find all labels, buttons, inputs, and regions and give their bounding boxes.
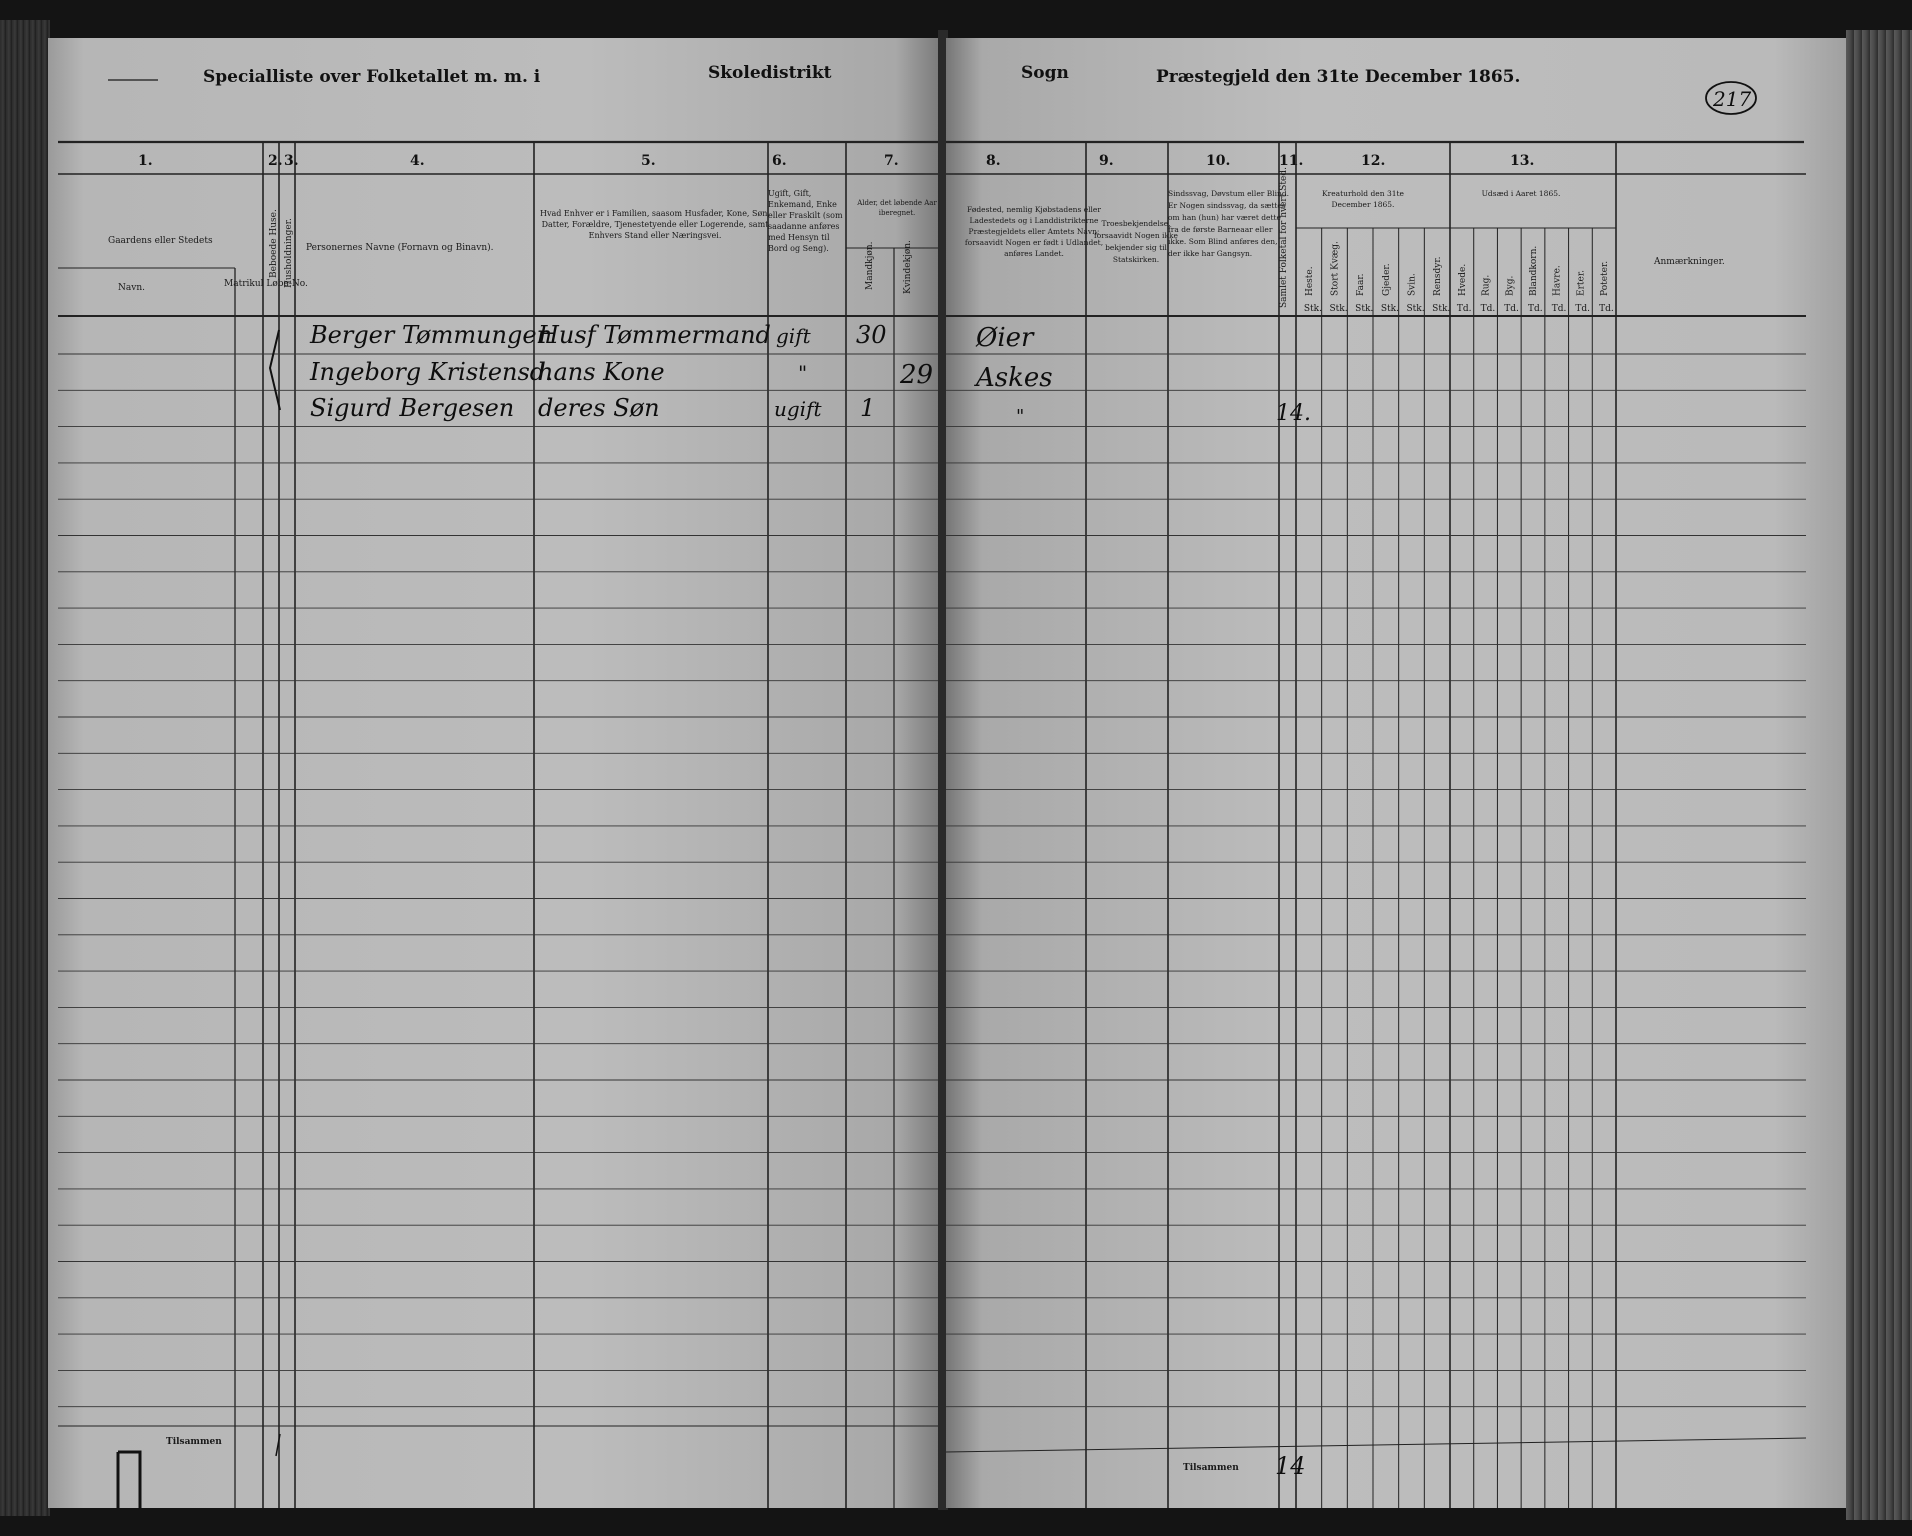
udsaed-sub-3: Blandkorn. [1529, 245, 1539, 296]
corner-tab [118, 1452, 140, 1508]
col-number-9: 9. [1099, 153, 1114, 169]
col-number-1: 1. [138, 153, 153, 169]
folketal-total: 14 [1275, 1452, 1306, 1480]
col1-navn: Navn. [118, 283, 145, 293]
entry-1-birthplace: Øier [976, 323, 1034, 353]
kreatur-sub-4: Svin. [1407, 273, 1418, 296]
entry-3-role: deres Søn [538, 394, 660, 422]
kreatur-unit-0: Stk. [1303, 304, 1322, 314]
kreatur-unit-2: Stk. [1355, 304, 1374, 314]
col-number-12: 12. [1361, 153, 1386, 169]
right-sogn: Sogn [1021, 63, 1069, 83]
col7-mandkjon: Mandkjøn. [865, 241, 875, 290]
col9-header: Troesbekjendelse, forsaavidt Nogen ikke bekjender sig til Statskirken. [1094, 219, 1178, 264]
entry-3-name: Sigurd Bergesen [310, 394, 515, 422]
remarks-header: Anmærkninger. [1654, 257, 1725, 267]
udsaed-sub-6: Poteter. [1600, 260, 1611, 296]
left-page-form [48, 38, 940, 1508]
entry-2-status: " [798, 361, 808, 385]
udsaed-sub-2: Byg. [1505, 275, 1516, 296]
kreatur-unit-4: Stk. [1406, 304, 1425, 314]
col13-header: Udsæd i Aaret 1865. [1481, 189, 1561, 198]
col-number-6: 6. [772, 153, 787, 169]
entry-1-name: Berger Tømmungen [310, 321, 553, 349]
udsaed-sub-1: Rug. [1481, 274, 1492, 296]
udsaed-unit-4: Td. [1551, 304, 1567, 314]
col3-header: Husholdninger. [284, 218, 294, 288]
col8-header: Fødested, nemlig Kjøbstadens eller Ladestedets og i Landdistrikterne Præstegjeldets eller Amtets Navn; forsaavidt Nogen er født i Udlandet, anføres Landet. [964, 205, 1104, 258]
col-number-4: 4. [410, 153, 425, 169]
col-number-13: 13. [1510, 153, 1535, 169]
udsaed-unit-1: Td. [1480, 304, 1496, 314]
udsaed-unit-5: Td. [1575, 304, 1591, 314]
entry-1-role: Husf Tømmermand [538, 321, 771, 349]
col-number-7: 7. [884, 153, 899, 169]
col1-header: Gaardens eller Stedets [108, 236, 213, 246]
udsaed-unit-0: Td. [1456, 304, 1472, 314]
right-page-form [946, 38, 1846, 1508]
left-total-label: Tilsammen [166, 1437, 222, 1447]
kreatur-sub-3: Gjeder. [1381, 263, 1392, 296]
col1-matrikul: Matrikul Løbe-No. [224, 279, 308, 289]
entry-2-birthplace: Askes [976, 363, 1053, 393]
entry-1-age-m: 30 [856, 321, 887, 349]
kreatur-unit-5: Stk. [1432, 304, 1451, 314]
entry-3-age-m: 1 [860, 394, 876, 422]
page-number: 217 [1713, 87, 1752, 111]
col6-header: Ugift, Gift, Enkemand, Enke eller Fraskilt (som saadanne anføres med Hensyn til Bord og Seng). [768, 189, 843, 253]
right-page [946, 38, 1846, 1508]
udsaed-sub-4: Havre. [1552, 265, 1563, 296]
udsaed-sub-5: Erter. [1576, 270, 1587, 296]
right-total-label: Tilsammen [1183, 1463, 1239, 1473]
udsaed-unit-2: Td. [1504, 304, 1519, 314]
col7-kvindekjon: Kvindekjøn. [903, 240, 913, 294]
col10-header: Sindssvag, Døvstum eller Blind. Er Nogen sindssvag, da sættes om han (hun) har været dette fra de første Barneaar eller ikke. Som Blind anføres den, der ikke har Gangsyn. [1168, 189, 1290, 258]
right-title: Præstegjeld den 31te December 1865. [1156, 67, 1521, 87]
entry-1-status: gift [776, 324, 811, 348]
col7-header: Alder, det løbende Aar iberegnet. [857, 199, 937, 217]
kreatur-sub-0: Heste. [1304, 266, 1315, 296]
col-number-3: 3. [284, 153, 299, 169]
udsaed-unit-3: Td. [1528, 304, 1543, 314]
col12-header: Kreaturhold den 31te December 1865. [1322, 189, 1404, 209]
col-number-5: 5. [641, 153, 656, 169]
left-title: Specialliste over Folketallet m. m. i [203, 67, 541, 87]
entry-3-birthplace: " [1016, 406, 1025, 427]
left-page [48, 38, 940, 1508]
col4-header: Personernes Navne (Fornavn og Binavn). [306, 243, 494, 253]
col-number-10: 10. [1206, 153, 1231, 169]
col11-header: Samlet Folketal for hvert Sted. [1279, 167, 1289, 308]
kreatur-unit-1: Stk. [1329, 304, 1348, 314]
entry-2-role: hans Kone [538, 358, 665, 386]
col2-header: Beboede Huse. [269, 209, 279, 278]
kreatur-unit-3: Stk. [1380, 304, 1399, 314]
entry-3-status: ugift [774, 397, 822, 421]
udsaed-unit-6: Td. [1599, 304, 1614, 314]
kreatur-sub-2: Faar. [1356, 273, 1367, 296]
kreatur-sub-5: Rensdyr. [1433, 256, 1444, 296]
entry-2-name: Ingeborg Kristensd. [310, 358, 553, 386]
entry-2-age-k: 29 [900, 360, 934, 390]
left-skoledistrikt: Skoledistrikt [708, 63, 832, 83]
col5-header: Hvad Enhver er i Familien, saasom Husfader, Kone, Søn, Datter, Forældre, Tjenestetyende eller Logerende, samt Enhvers Stand eller Næringsvei. [540, 209, 770, 240]
left-page-edges [0, 20, 50, 1516]
right-page-edges [1846, 30, 1912, 1520]
folketal-first: 14. [1276, 401, 1311, 426]
udsaed-sub-0: Hvede. [1457, 263, 1468, 296]
kreatur-sub-1: Stort Kvæg. [1330, 241, 1341, 296]
col-number-11: 11. [1279, 153, 1304, 169]
col-number-2: 2. [268, 153, 283, 169]
col-number-8: 8. [986, 153, 1001, 169]
